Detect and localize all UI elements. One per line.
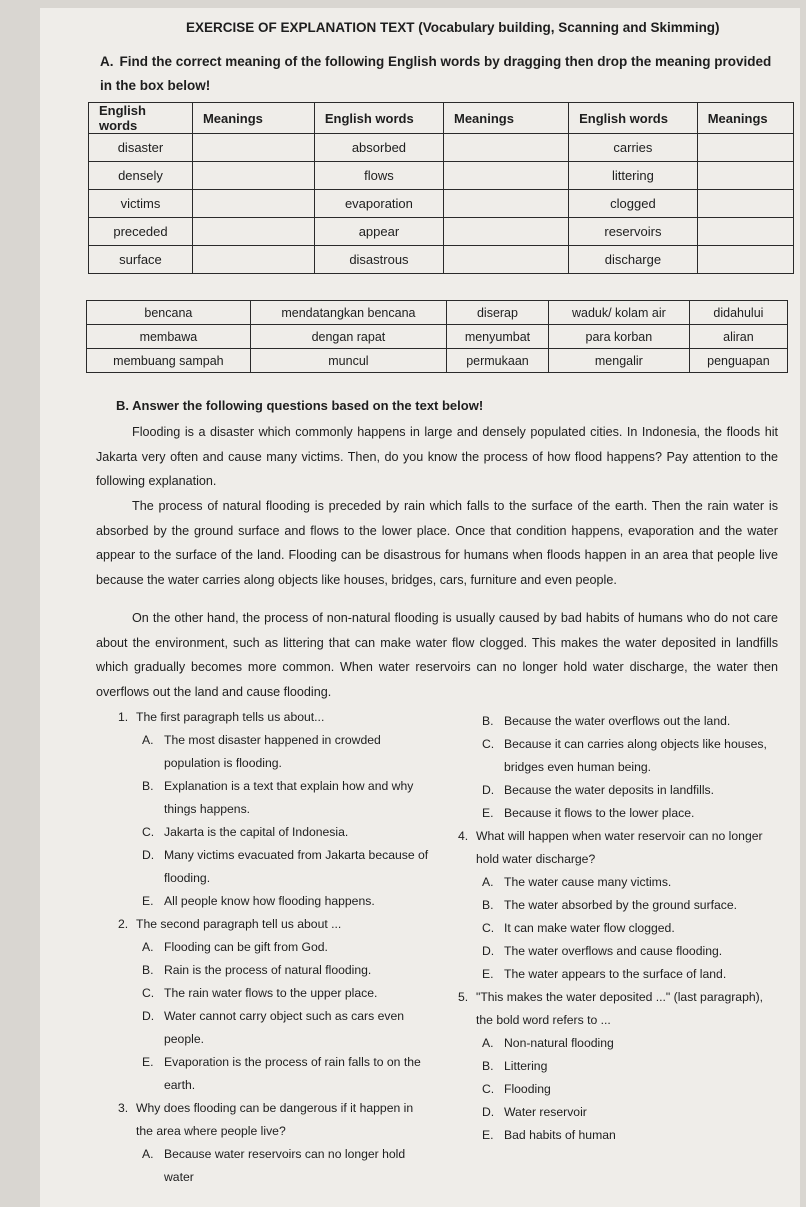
meaning-drop-slot[interactable]: [444, 162, 569, 190]
answer-option[interactable]: E. All people know how flooding happens.: [142, 894, 375, 908]
question-5: 5. "This makes the water deposited ..." (last paragraph), the bold word refers to ...: [458, 990, 764, 1027]
meaning-chip[interactable]: mengalir: [548, 349, 689, 373]
meaning-chip[interactable]: didahului: [689, 301, 787, 325]
header-meanings: Meanings: [697, 103, 793, 134]
answer-option[interactable]: A. Non-natural flooding: [482, 1036, 614, 1050]
meaning-chip[interactable]: mendatangkan bencana: [250, 301, 446, 325]
meaning-drop-slot[interactable]: [192, 190, 314, 218]
answer-option[interactable]: C. Jakarta is the capital of Indonesia.: [142, 825, 349, 839]
meaning-drop-slot[interactable]: [697, 134, 793, 162]
answer-option[interactable]: B. Because the water overflows out the land.: [482, 714, 731, 728]
header-english-words: English words: [569, 103, 698, 134]
meaning-drop-slot[interactable]: [697, 246, 793, 274]
meaning-chip[interactable]: penguapan: [689, 349, 787, 373]
answer-option[interactable]: D. Because the water deposits in landfills.: [482, 783, 715, 797]
english-word: disaster: [89, 134, 193, 162]
section-a-number: A.: [100, 54, 114, 69]
english-word: surface: [89, 246, 193, 274]
english-word: preceded: [89, 218, 193, 246]
meaning-chip[interactable]: aliran: [689, 325, 787, 349]
question-2: 2. The second paragraph tell us about ...: [118, 917, 342, 931]
meaning-drop-slot[interactable]: [697, 162, 793, 190]
answer-option[interactable]: A. Because water reservoirs can no longer hold water: [142, 1147, 406, 1184]
answer-option[interactable]: C. Flooding: [482, 1082, 551, 1096]
header-english-words: English words: [89, 103, 193, 134]
meaning-chip[interactable]: para korban: [548, 325, 689, 349]
answer-option[interactable]: E. Evaporation is the process of rain falls to on the earth.: [142, 1055, 421, 1092]
meaning-drop-slot[interactable]: [444, 134, 569, 162]
meaning-drop-slot[interactable]: [444, 246, 569, 274]
answer-option[interactable]: D. The water overflows and cause flooding.: [482, 944, 723, 958]
english-word: discharge: [569, 246, 698, 274]
english-word: absorbed: [314, 134, 443, 162]
meaning-chip[interactable]: muncul: [250, 349, 446, 373]
section-b-heading: B. Answer the following questions based on the text below!: [116, 398, 484, 413]
english-word: flows: [314, 162, 443, 190]
table-row: [87, 349, 788, 373]
answer-option[interactable]: B. Rain is the process of natural flooding.: [142, 963, 372, 977]
meaning-chip[interactable]: waduk/ kolam air: [548, 301, 689, 325]
answer-option[interactable]: B. Littering: [482, 1059, 548, 1073]
english-word: carries: [569, 134, 698, 162]
english-word: densely: [89, 162, 193, 190]
text-paragraph: Flooding is a disaster which commonly happens in large and densely populated cities. In Indonesia, the floods hit Jakarta very often and cause many victims. Then, do you know the process of how flood happens? Pay attention to the following explanation.: [96, 425, 778, 489]
answer-option[interactable]: C. The rain water flows to the upper place.: [142, 986, 378, 1000]
question-3: 3. Why does flooding can be dangerous if it happen in the area where people live?: [118, 1101, 414, 1138]
english-word: disastrous: [314, 246, 443, 274]
answer-option[interactable]: D. Water reservoir: [482, 1105, 587, 1119]
meaning-drop-slot[interactable]: [697, 190, 793, 218]
answer-option[interactable]: C. Because it can carries along objects like houses, bridges even human being.: [482, 737, 767, 774]
questions-right-column: [458, 710, 776, 1147]
meaning-drop-slot[interactable]: [192, 134, 314, 162]
answer-option[interactable]: C. It can make water flow clogged.: [482, 921, 675, 935]
meaning-drop-slot[interactable]: [697, 218, 793, 246]
header-english-words: English words: [314, 103, 443, 134]
meaning-chip[interactable]: dengan rapat: [250, 325, 446, 349]
english-word: littering: [569, 162, 698, 190]
meaning-word-bank: [86, 300, 788, 373]
answer-option[interactable]: D. Water cannot carry object such as cars even people.: [142, 1009, 405, 1046]
question-4: 4. What will happen when water reservoir can no longer hold water discharge?: [458, 829, 763, 866]
meaning-chip[interactable]: bencana: [87, 301, 251, 325]
table-row: [89, 134, 794, 162]
meaning-drop-slot[interactable]: [444, 190, 569, 218]
vocabulary-table: [88, 102, 794, 274]
meaning-chip[interactable]: diserap: [447, 301, 549, 325]
section-a-text: Find the correct meaning of the following English words by dragging then drop the meaning provided in the box below!: [100, 54, 772, 93]
page-title: EXERCISE OF EXPLANATION TEXT (Vocabulary building, Scanning and Skimming): [186, 20, 720, 35]
meaning-chip[interactable]: membawa: [87, 325, 251, 349]
meaning-chip[interactable]: permukaan: [447, 349, 549, 373]
english-word: victims: [89, 190, 193, 218]
answer-option[interactable]: D. Many victims evacuated from Jakarta because of flooding.: [142, 848, 429, 885]
answer-option[interactable]: A. The water cause many victims.: [482, 875, 672, 889]
answer-option[interactable]: A. Flooding can be gift from God.: [142, 940, 328, 954]
english-word: appear: [314, 218, 443, 246]
section-a-instruction: [100, 50, 780, 98]
table-row: [87, 301, 788, 325]
answer-option[interactable]: E. Because it flows to the lower place.: [482, 806, 695, 820]
meaning-drop-slot[interactable]: [192, 246, 314, 274]
meaning-chip[interactable]: membuang sampah: [87, 349, 251, 373]
english-word: evaporation: [314, 190, 443, 218]
meaning-drop-slot[interactable]: [192, 218, 314, 246]
table-row: [87, 325, 788, 349]
answer-option[interactable]: E. The water appears to the surface of land.: [482, 967, 727, 981]
answer-option[interactable]: B. The water absorbed by the ground surface.: [482, 898, 738, 912]
table-row: [89, 162, 794, 190]
meaning-chip[interactable]: menyumbat: [447, 325, 549, 349]
meaning-drop-slot[interactable]: [192, 162, 314, 190]
header-meanings: Meanings: [444, 103, 569, 134]
table-row: [89, 190, 794, 218]
english-word: reservoirs: [569, 218, 698, 246]
question-1: 1. The first paragraph tells us about...: [118, 710, 325, 724]
meaning-drop-slot[interactable]: [444, 218, 569, 246]
english-word: clogged: [569, 190, 698, 218]
table-row: [89, 246, 794, 274]
text-paragraph: The process of natural flooding is preceded by rain which falls to the surface of the earth. Then the rain water is absorbed by the ground surface and flows to the lower place. Once that condition happens, evaporation and the water appear to the surface of the land. Flooding can be disastrous for humans when floods happen in an area that people live because the water carries along objects like houses, bridges, cars, furniture and even people.: [96, 499, 778, 587]
questions-left-column: [118, 706, 430, 1189]
table-row: [89, 218, 794, 246]
answer-option[interactable]: B. Explanation is a text that explain how and why things happens.: [142, 779, 414, 816]
answer-option[interactable]: E. Bad habits of human: [482, 1128, 616, 1142]
header-meanings: Meanings: [192, 103, 314, 134]
text-paragraph: On the other hand, the process of non-natural flooding is usually caused by bad habits of humans who do not care about the environment, such as littering that can make water flow clogged. This makes the water deposited in landfills which gradually becomes more common. When water reservoirs can no longer hold water discharge, the water then overflows out the land and cause flooding.: [96, 611, 778, 699]
answer-option[interactable]: A. The most disaster happened in crowded population is flooding.: [142, 733, 381, 770]
